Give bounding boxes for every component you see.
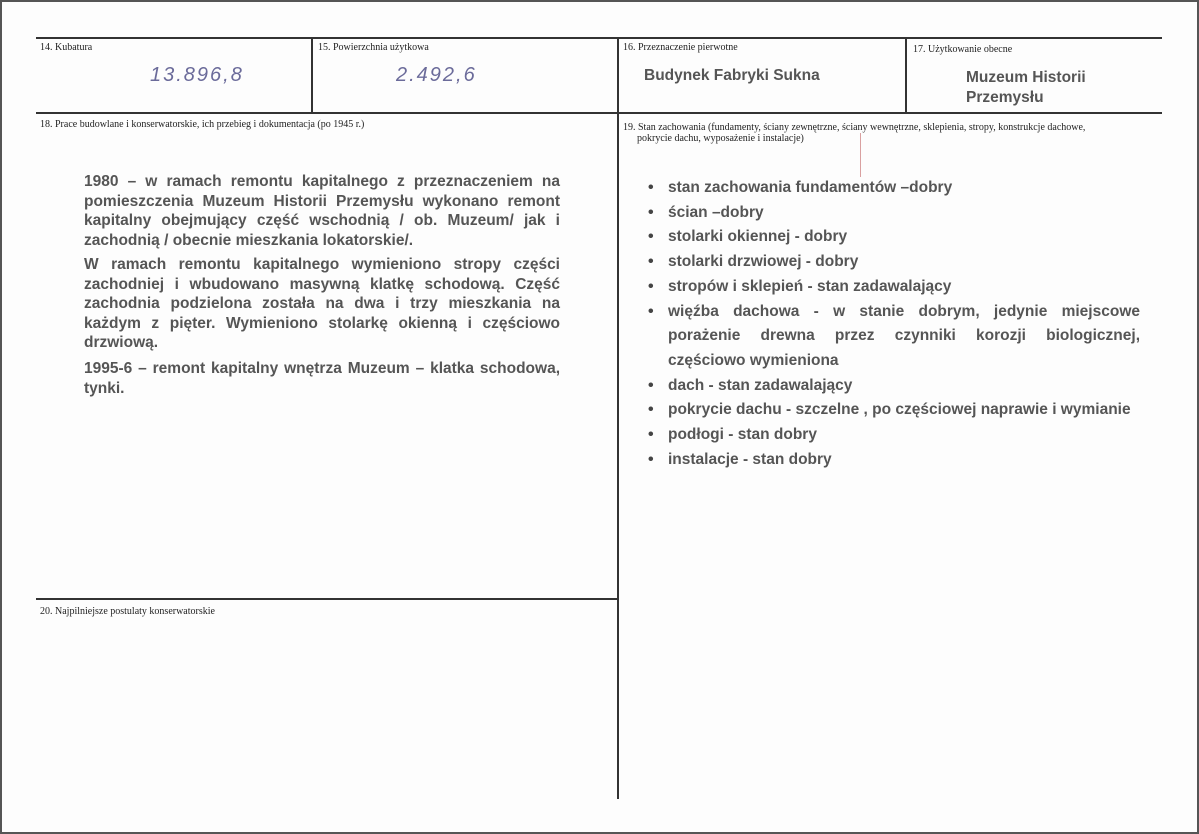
- field-17-value-line2: Przemysłu: [966, 89, 1044, 106]
- condition-item-stolarka-okienna: • stolarki okiennej - dobry: [648, 225, 1140, 250]
- condition-item-sciany: • ścian –dobry: [648, 201, 1140, 226]
- condition-item-stolarka-drzwiowa: • stolarki drzwiowej - dobry: [648, 250, 1140, 275]
- rule-col-14-15: [311, 37, 313, 114]
- field-18-paragraph-scope: W ramach remontu kapitalnego wymieniono stropy części zachodniej i wbudowano masywną klatkę schodową. Część zachodnia podzielona została na dwa i trzy mieszkania na każdym z pięter. Wymieniono stolarkę okienną i częściowo drzwiową.: [84, 256, 560, 351]
- field-15-value: 2.492,6: [396, 64, 477, 86]
- condition-list: [648, 176, 1140, 472]
- field-14-value: 13.896,8: [150, 64, 244, 86]
- condition-item-wiezba: • więźba dachowa - w stanie dobrym, jedynie miejscowe porażenie drewna przez czynniki korozji biologicznej, częściowo wymieniona: [648, 300, 1140, 374]
- field-18-label: 18. Prace budowlane i konserwatorskie, ich przebieg i dokumentacja (po 1945 r.): [40, 119, 365, 130]
- field-18-paragraph-1980: 1980 – w ramach remontu kapitalnego z przeznaczeniem na pomieszczenia Muzeum Historii Przemysłu wykonano remont kapitalny obejmujący część wschodnią / ob. Muzeum/ jak i zachodnią / obecnie mieszkania lokatorskie/.: [84, 173, 560, 249]
- condition-item-stropy: • stropów i sklepień - stan zadawalający: [648, 275, 1140, 300]
- rule-col-mid: [617, 37, 619, 799]
- field-19-label-line1: 19. Stan zachowania (fundamenty, ściany zewnętrzne, ściany wewnętrzne, sklepienia, stropy, konstrukcje dachowe,: [623, 122, 1086, 133]
- field-19-label-line2: pokrycie dachu, wyposażenie i instalacje): [637, 133, 804, 144]
- condition-item-fundamenty: • stan zachowania fundamentów –dobry: [648, 176, 1140, 201]
- rule-f18-bottom: [36, 598, 618, 600]
- field-16-label: 16. Przeznaczenie pierwotne: [623, 42, 738, 53]
- rule-col-16-17: [905, 37, 907, 114]
- margin-mark: [860, 133, 861, 177]
- rule-top: [36, 37, 1162, 39]
- condition-item-pokrycie: • pokrycie dachu - szczelne , po częściowej naprawie i wymianie: [648, 398, 1140, 423]
- condition-item-podlogi: • podłogi - stan dobry: [648, 423, 1140, 448]
- field-20-label: 20. Najpilniejsze postulaty konserwatorskie: [40, 606, 215, 617]
- field-16-value: Budynek Fabryki Sukna: [644, 67, 820, 84]
- field-14-label: 14. Kubatura: [40, 42, 93, 53]
- condition-item-instalacje: • instalacje - stan dobry: [648, 448, 1140, 473]
- field-15-label: 15. Powierzchnia użytkowa: [318, 42, 429, 53]
- field-17-value-line1: Muzeum Historii: [966, 69, 1086, 86]
- rule-row1-bottom: [36, 112, 1162, 114]
- field-18-paragraph-1995: 1995-6 – remont kapitalny wnętrza Muzeum – klatka schodowa, tynki.: [84, 360, 560, 397]
- condition-item-dach: • dach - stan zadawalający: [648, 374, 1140, 399]
- field-17-label: 17. Użytkowanie obecne: [913, 44, 1013, 55]
